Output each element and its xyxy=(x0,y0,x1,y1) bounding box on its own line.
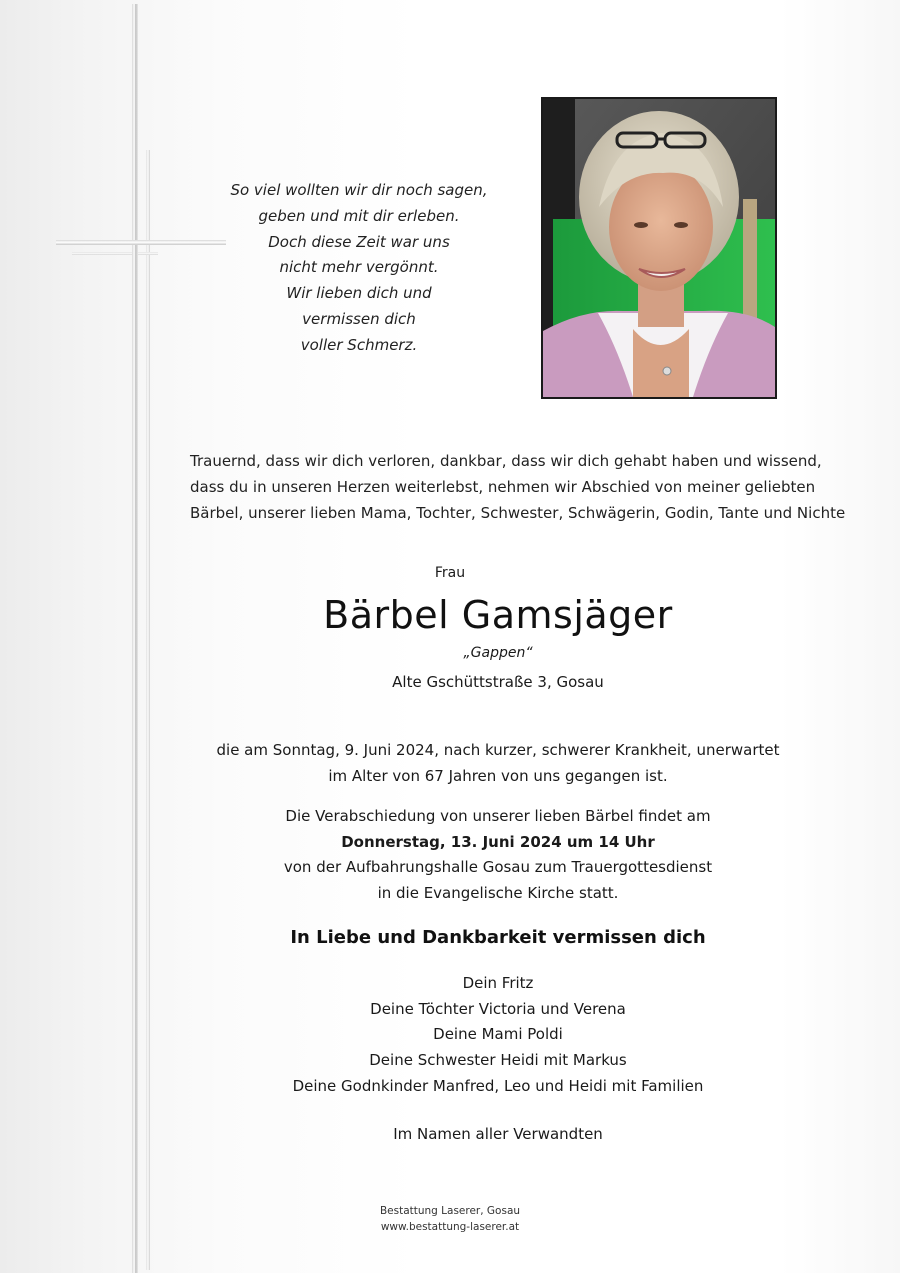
deceased-nickname: „Gappen“ xyxy=(463,645,533,661)
love-heading: In Liebe und Dankbarkeit vermissen dich xyxy=(290,927,706,948)
intro-paragraph xyxy=(190,448,846,526)
ceremony-info xyxy=(0,804,900,907)
undertaker-name: Bestattung Laserer, Gosau xyxy=(379,1205,521,1217)
poem-line: geben und mit dir erleben. xyxy=(258,206,460,225)
ceremony-line: von der Aufbahrungshalle Gosau zum Trauergottesdienst xyxy=(283,858,713,877)
portrait-photo xyxy=(541,97,777,399)
ceremony-line: Die Verabschiedung von unserer lieben Bärbel findet am xyxy=(285,807,711,825)
poem-line: vermissen dich xyxy=(302,309,416,328)
ceremony-date: Donnerstag, 13. Juni 2024 um 14 Uhr xyxy=(341,832,655,851)
undertaker-website[interactable]: www.bestattung-laserer.at xyxy=(380,1221,520,1233)
death-notice xyxy=(0,738,900,789)
deceased-name: Bärbel Gamsjäger xyxy=(323,593,673,637)
mourner-item: Deine Godnkinder Manfred, Leo und Heidi mit Familien xyxy=(292,1076,704,1095)
title-prefix: Frau xyxy=(434,565,466,581)
intro-line: dass du in unseren Herzen weiterlebst, nehmen wir Abschied von meiner geliebten xyxy=(190,478,816,496)
death-notice-line: die am Sonntag, 9. Juni 2024, nach kurzer, schwerer Krankheit, unerwartet xyxy=(216,741,780,759)
cross-shadow-horizontal xyxy=(72,252,158,255)
mourners-list xyxy=(0,971,900,1100)
deceased-address: Alte Gschüttstraße 3, Gosau xyxy=(392,673,604,691)
portrait-image xyxy=(543,99,775,397)
intro-line: Trauernd, dass wir dich verloren, dankbar, dass wir dich gehabt haben und wissend, xyxy=(190,452,822,470)
poem-line: nicht mehr vergönnt. xyxy=(279,258,439,277)
cross-shadow-vertical xyxy=(146,150,150,1270)
mourner-item: Dein Fritz xyxy=(462,974,534,992)
poem-line: Wir lieben dich und xyxy=(286,284,432,303)
poem-line: So viel wollten wir dir noch sagen, xyxy=(230,181,488,199)
death-notice-line: im Alter von 67 Jahren von uns gegangen ist. xyxy=(328,766,668,785)
poem-line: Doch diese Zeit war uns xyxy=(268,232,450,251)
intro-line: Bärbel, unserer lieben Mama, Tochter, Schwester, Schwägerin, Godin, Tante und Nichte xyxy=(190,504,846,522)
mourner-item: Deine Schwester Heidi mit Markus xyxy=(369,1051,627,1070)
undertaker-info xyxy=(0,1203,900,1235)
ceremony-line: in die Evangelische Kirche statt. xyxy=(377,884,619,903)
mourner-item: Deine Mami Poldi xyxy=(433,1025,563,1044)
poem-line: voller Schmerz. xyxy=(300,335,418,354)
closing-line: Im Namen aller Verwandten xyxy=(393,1125,603,1143)
mourner-item: Deine Töchter Victoria und Verena xyxy=(370,999,626,1018)
poem xyxy=(200,178,518,359)
